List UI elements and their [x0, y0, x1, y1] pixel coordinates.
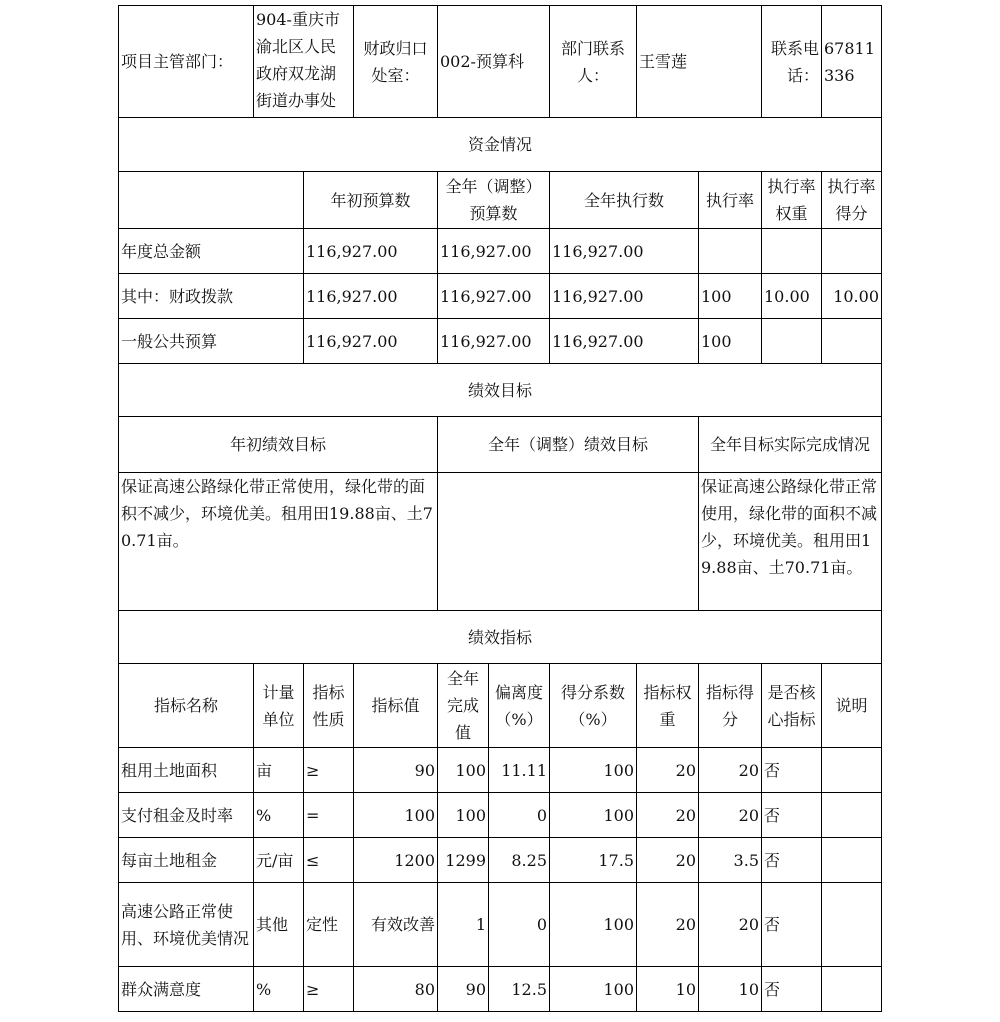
performance-table — [118, 5, 882, 1012]
funds-header-row — [119, 172, 882, 229]
goals-header-row — [119, 417, 882, 473]
indicators-title: 绩效指标 — [119, 611, 882, 664]
contact-label: 部门联系人： — [550, 6, 637, 118]
goals-adjusted-text — [438, 473, 699, 611]
funds-col-executed: 全年执行数 — [550, 172, 699, 229]
funds-col-score: 执行率得分 — [822, 172, 882, 229]
dept-value: 904-重庆市渝北区人民政府双龙湖街道办事处 — [254, 6, 354, 118]
header-row — [119, 6, 882, 118]
goals-title: 绩效目标 — [119, 364, 882, 417]
dept-label: 项目主管部门： — [119, 6, 254, 118]
goals-actual-text: 保证高速公路绿化带正常使用，绿化带的面积不减少，环境优美。租用田19.88亩、土70.71亩。 — [699, 473, 882, 611]
indicator-row: 租用土地面积 亩 ≥ 90 100 11.11 100 20 20 否 — [119, 748, 882, 793]
finance-value: 002-预算科 — [438, 6, 550, 118]
goals-initial-text: 保证高速公路绿化带正常使用，绿化带的面积不减少，环境优美。租用田19.88亩、土70.71亩。 — [119, 473, 438, 611]
indicator-row: 每亩土地租金 元/亩 ≤ 1200 1299 8.25 17.5 20 3.5 否 — [119, 838, 882, 883]
contact-value: 王雪莲 — [637, 6, 762, 118]
goals-content-row — [119, 473, 882, 611]
finance-label: 财政归口处室： — [354, 6, 438, 118]
indicator-row: 支付租金及时率 % = 100 100 0 100 20 20 否 — [119, 793, 882, 838]
funds-col-adjusted: 全年（调整）预算数 — [438, 172, 550, 229]
funds-row: 其中：财政拨款 116,927.00 116,927.00 116,927.00 100 10.00 10.00 — [119, 274, 882, 319]
goals-col-actual: 全年目标实际完成情况 — [699, 417, 882, 473]
funds-col-initial: 年初预算数 — [304, 172, 438, 229]
indicators-header-row: 指标名称 计量单位 指标性质 指标值 全年完成值 偏离度（%） 得分系数（%） 指标权重 指标得分 是否核心指标 说明 — [119, 664, 882, 748]
goals-col-initial: 年初绩效目标 — [119, 417, 438, 473]
funds-row: 年度总金额 116,927.00 116,927.00 116,927.00 — [119, 229, 882, 274]
phone-value: 67811336 — [822, 6, 882, 118]
funds-title: 资金情况 — [119, 118, 882, 172]
funds-row: 一般公共预算 116,927.00 116,927.00 116,927.00 100 — [119, 319, 882, 364]
phone-label: 联系电话： — [762, 6, 822, 118]
indicator-row: 高速公路正常使用、环境优美情况 其他 定性 有效改善 1 0 100 20 20 否 — [119, 883, 882, 967]
goals-col-adjusted: 全年（调整）绩效目标 — [438, 417, 699, 473]
funds-col-weight: 执行率权重 — [762, 172, 822, 229]
funds-col-rate: 执行率 — [699, 172, 762, 229]
indicator-row: 群众满意度 % ≥ 80 90 12.5 100 10 10 否 — [119, 967, 882, 1012]
